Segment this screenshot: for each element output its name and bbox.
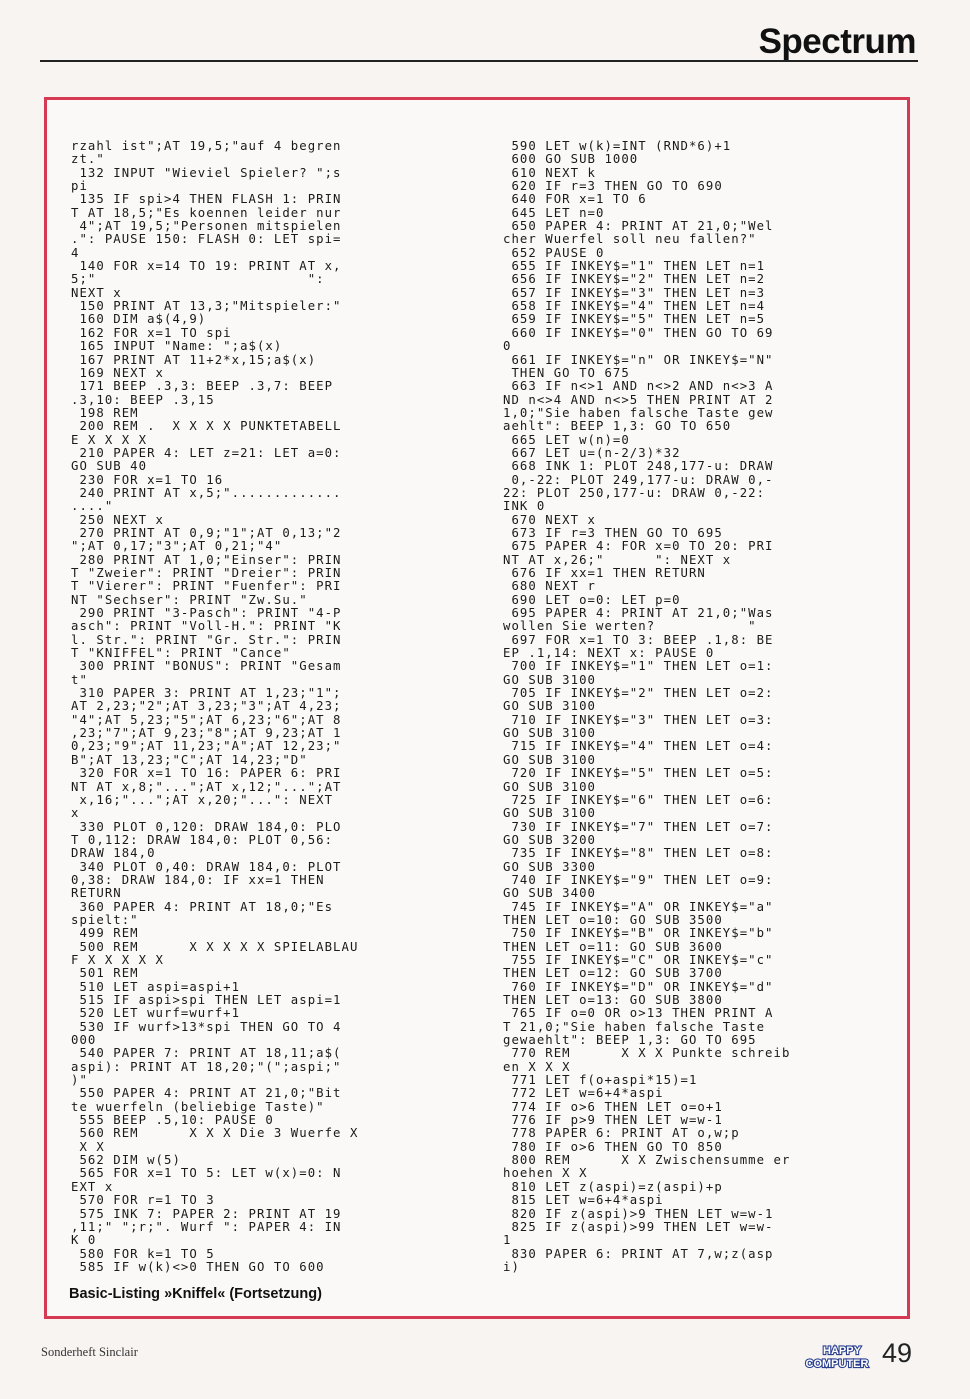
basic-listing-box [44,97,910,1319]
logo-text-bottom: COMPUTER [805,1358,869,1369]
listing-left-column: rzahl ist";AT 19,5;"auf 4 begren zt." 132 INPUT "Wieviel Spieler? ";s pi 135 IF spi>4 THEN FLASH 1: PRIN T AT 18,5;"Es koennen leider nur 4";AT 19,5;"Personen mitspielen .": PAUSE 150: FLASH 0: LET spi= 4 140 FOR x=14 TO 19: PRINT AT x, 5;" ": NEXT x 150 PRINT AT 13,3;"Mitspieler:" 160 DIM a$(4,9) 162 FOR x=1 TO spi 165 INPUT "Name: ";a$(x) 167 PRINT AT 11+2*x,15;a$(x) 169 NEXT x 171 BEEP .3,3: BEEP .3,7: BEEP .3,10: BEEP .3,15 198 REM 200 REM . X X X X PUNKTETABELL E X X X X 210 PAPER 4: LET z=21: LET a=0: GO SUB 40 230 FOR x=1 TO 16 240 PRINT AT x,5;"............. ...." 250 NEXT x 270 PRINT AT 0,9;"1";AT 0,13;"2 ";AT 0,17;"3";AT 0,21;"4" 280 PRINT AT 1,0;"Einser": PRIN T "Zweier": PRINT "Dreier": PRIN T "Vierer": PRINT "Fuenfer": PRI NT "Sechser": PRINT "Zw.Su." 290 PRINT "3-Pasch": PRINT "4-P asch": PRINT "Voll-H.": PRINT "K l. Str.": PRINT "Gr. Str.": PRIN T "KNIFFEL": PRINT "Cance" 300 PRINT "BONUS": PRINT "Gesam t" 310 PAPER 3: PRINT AT 1,23;"1"; AT 2,23;"2";AT 3,23;"3";AT 4,23; "4";AT 5,23;"5";AT 6,23;"6";AT 8 ,23;"7";AT 9,23;"8";AT 9,23;AT 1 0,23;"9";AT 11,23;"A";AT 12,23;" B";AT 13,23;"C";AT 14,23;"D" 320 FOR x=1 TO 16: PAPER 6: PRI NT AT x,8;"...";AT x,12;"...";AT x,16;"...";AT x,20;"...": NEXT x 330 PLOT 0,120: DRAW 184,0: PLO T 0,112: DRAW 184,0: PLOT 0,56: DRAW 184,0 340 PLOT 0,40: DRAW 184,0: PLOT 0,38: DRAW 184,0: IF xx=1 THEN RETURN 360 PAPER 4: PRINT AT 18,0;"Es spielt:" 499 REM 500 REM X X X X X SPIELABLAU F X X X X X 501 REM 510 LET aspi=aspi+1 515 IF aspi>spi THEN LET aspi=1 520 LET wurf=wurf+1 530 IF wurf>13*spi THEN GO TO 4 000 540 PAPER 7: PRINT AT 18,11;a$( aspi): PRINT AT 18,20;"(";aspi;" )" 550 PAPER 4: PRINT AT 21,0;"Bit te wuerfeln (beliebige Taste)" 555 BEEP .5,10: PAUSE 0 560 REM X X X Die 3 Wuerfe X X X 562 DIM w(5) 565 FOR x=1 TO 5: LET w(x)=0: N EXT x 570 FOR r=1 TO 3 575 INK 7: PAPER 2: PRINT AT 19 ,11;" ";r;". Wurf ": PAPER 4: IN K 0 580 FOR k=1 TO 5 585 IF w(k)<>0 THEN GO TO 600 [71,139,359,1274]
listing-caption: Basic-Listing »Kniffel« (Fortsetzung) [69,1286,322,1302]
magazine-section-title: Spectrum [758,22,916,61]
footer-publication: Sonderheft Sinclair [41,1345,138,1359]
happy-computer-logo [802,1343,872,1369]
logo-text-top: HAPPY [823,1345,861,1357]
listing-right-column: 590 LET w(k)=INT (RND*6)+1 600 GO SUB 1000 610 NEXT k 620 IF r=3 THEN GO TO 690 640 FOR x=1 TO 6 645 LET n=0 650 PAPER 4: PRINT AT 21,0;"Wel cher Wuerfel soll neu fallen?" 652 PAUSE 0 655 IF INKEY$="1" THEN LET n=1 656 IF INKEY$="2" THEN LET n=2 657 IF INKEY$="3" THEN LET n=3 658 IF INKEY$="4" THEN LET n=4 659 IF INKEY$="5" THEN LET n=5 660 IF INKEY$="0" THEN GO TO 69 0 661 IF INKEY$="n" OR INKEY$="N" THEN GO TO 675 663 IF n<>1 AND n<>2 AND n<>3 A ND n<>4 AND n<>5 THEN PRINT AT 2 1,0;"Sie haben falsche Taste gew aehlt": BEEP 1,3: GO TO 650 665 LET w(n)=0 667 LET u=(n-2/3)*32 668 INK 1: PLOT 248,177-u: DRAW 0,-22: PLOT 249,177-u: DRAW 0,- 22: PLOT 250,177-u: DRAW 0,-22: INK 0 670 NEXT x 673 IF r=3 THEN GO TO 695 675 PAPER 4: FOR x=0 TO 20: PRI NT AT x,26;" ": NEXT x 676 IF xx=1 THEN RETURN 680 NEXT r 690 LET o=0: LET p=0 695 PAPER 4: PRINT AT 21,0;"Was wollen Sie werten? " 697 FOR x=1 TO 3: BEEP .1,8: BE EP .1,14: NEXT x: PAUSE 0 700 IF INKEY$="1" THEN LET o=1: GO SUB 3100 705 IF INKEY$="2" THEN LET o=2: GO SUB 3100 710 IF INKEY$="3" THEN LET o=3: GO SUB 3100 715 IF INKEY$="4" THEN LET o=4: GO SUB 3100 720 IF INKEY$="5" THEN LET o=5: GO SUB 3100 725 IF INKEY$="6" THEN LET o=6: GO SUB 3100 730 IF INKEY$="7" THEN LET o=7: GO SUB 3200 735 IF INKEY$="8" THEN LET o=8: GO SUB 3300 740 IF INKEY$="9" THEN LET o=9: GO SUB 3400 745 IF INKEY$="A" OR INKEY$="a" THEN LET o=10: GO SUB 3500 750 IF INKEY$="B" OR INKEY$="b" THEN LET o=11: GO SUB 3600 755 IF INKEY$="C" OR INKEY$="c" THEN LET o=12: GO SUB 3700 760 IF INKEY$="D" OR INKEY$="d" THEN LET o=13: GO SUB 3800 765 IF o=0 OR o>13 THEN PRINT A T 21,0;"Sie haben falsche Taste gewaehlt": BEEP 1,3: GO TO 695 770 REM X X X Punkte schreib en X X X 771 LET f(o+aspi*15)=1 772 LET w=6+4*aspi 774 IF o>6 THEN LET o=o+1 776 IF p>9 THEN LET w=w-1 778 PAPER 6: PRINT AT o,w;p 780 IF o>6 THEN GO TO 850 800 REM X X Zwischensumme er hoehen X X 810 LET z(aspi)=z(aspi)+p 815 LET w=6+4*aspi 820 IF z(aspi)>9 THEN LET w=w-1 825 IF z(aspi)>99 THEN LET w=w- 1 830 PAPER 6: PRINT AT 7,w;z(asp i) [503,139,791,1274]
header-rule [40,60,918,62]
page-number: 49 [882,1338,913,1368]
